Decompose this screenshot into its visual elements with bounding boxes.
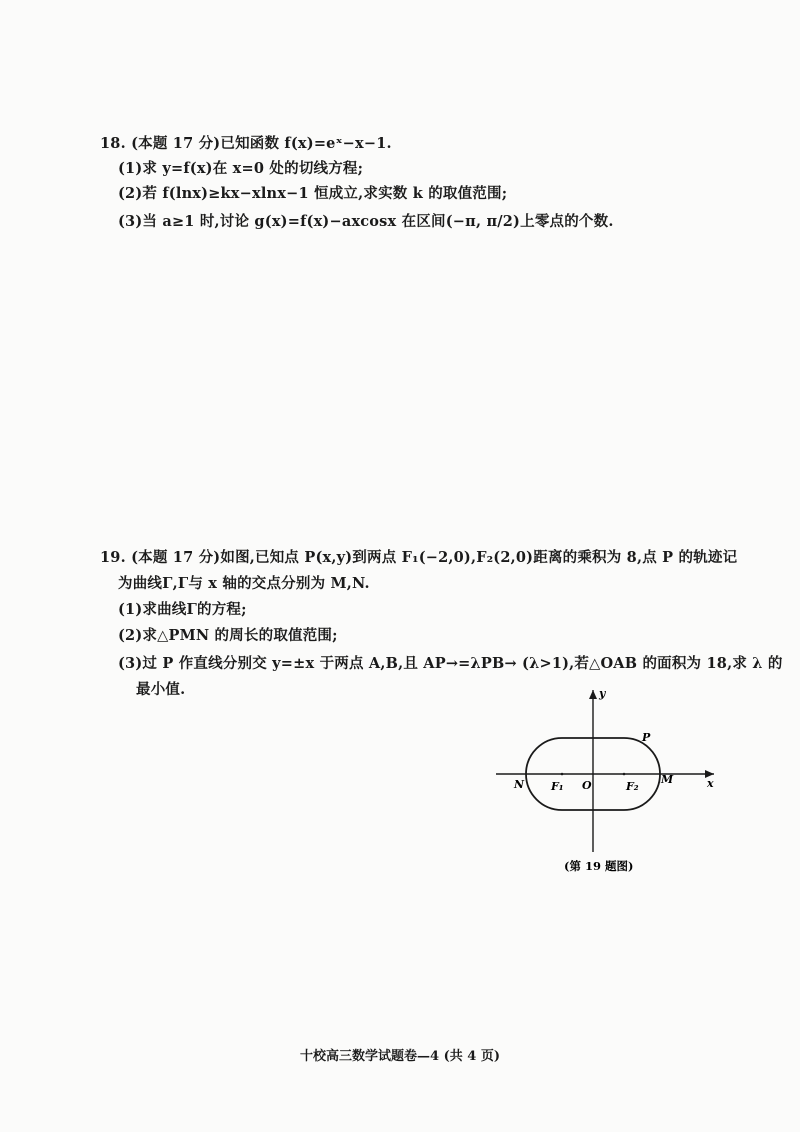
problem-18-part-1: (1)求 y=f(x)在 x=0 处的切线方程;	[118, 160, 364, 177]
problem-19-header: 19. (本题 17 分)如图,已知点 P(x,y)到两点 F₁(−2,0),F₂(2,0)距离的乘积为 8,点 P 的轨迹记	[100, 549, 738, 566]
problem-18-part-2: (2)若 f(lnx)≥kx−xlnx−1 恒成立,求实数 k 的取值范围;	[118, 185, 508, 202]
label-n: N	[514, 778, 525, 791]
label-p: P	[642, 731, 651, 744]
figure-caption: (第 19 题图)	[564, 859, 634, 873]
problem-19-part-1: (1)求曲线Γ的方程;	[118, 601, 247, 618]
y-axis-arrow	[589, 690, 597, 699]
label-o: O	[582, 779, 592, 792]
label-f1: F₁	[551, 780, 564, 793]
problem-19-part-2: (2)求△PMN 的周长的取值范围;	[118, 627, 338, 644]
figure-19-diagram	[492, 686, 722, 876]
label-f2: F₂	[626, 780, 639, 793]
problem-18-part-3: (3)当 a≥1 时,讨论 g(x)=f(x)−axcosx 在区间(−π, π/2)上零点的个数.	[118, 213, 614, 230]
label-x: x	[707, 777, 714, 790]
page-footer: 十校高三数学试题卷—4 (共 4 页)	[300, 1049, 500, 1064]
focus-f2-point	[623, 773, 626, 776]
problem-19-part-3: (3)过 P 作直线分别交 y=±x 于两点 A,B,且 AP→=λPB→ (λ>1),若△OAB 的面积为 18,求 λ 的	[118, 655, 783, 672]
figure-19	[492, 686, 722, 876]
label-y: y	[599, 687, 606, 700]
problem-18-header: 18. (本题 17 分)已知函数 f(x)=eˣ−x−1.	[100, 135, 392, 152]
label-m: M	[661, 773, 674, 786]
problem-19-header-continued: 为曲线Γ,Γ与 x 轴的交点分别为 M,N.	[118, 575, 370, 592]
problem-19-part-3-continued: 最小值.	[136, 681, 186, 698]
focus-f1-point	[561, 773, 564, 776]
